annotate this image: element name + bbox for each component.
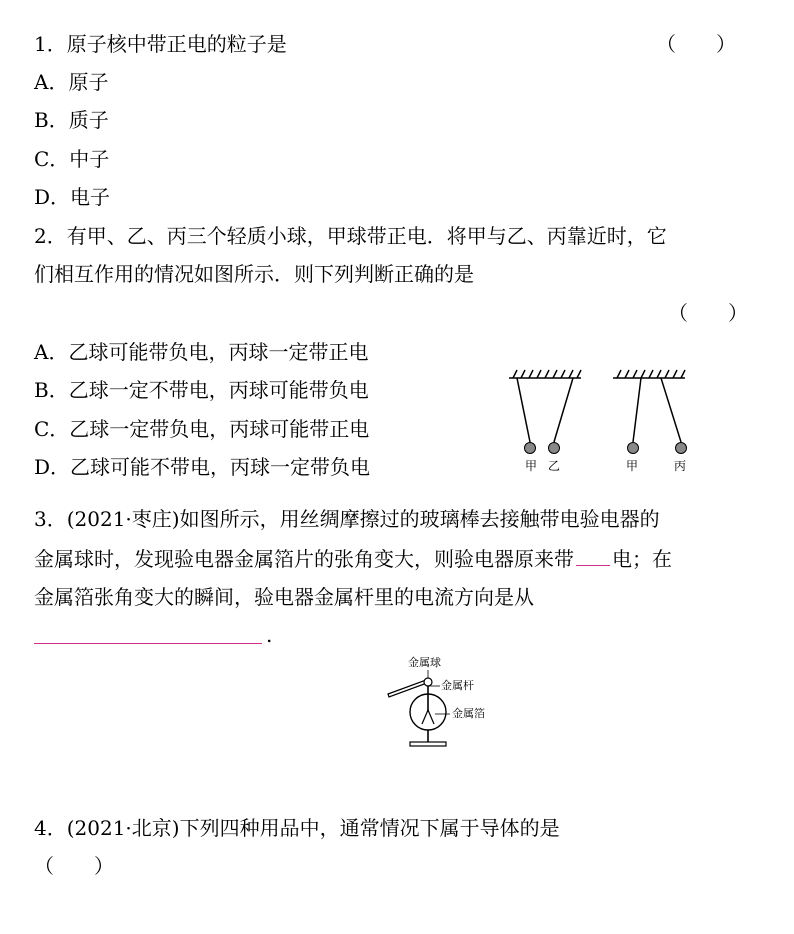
q1-option-a: A．原子 — [34, 70, 109, 94]
q3-line2 — [34, 545, 672, 572]
q3-line1: 3．(2021·枣庄)如图所示，用丝绸摩擦过的玻璃棒去接触带电验电器的 — [34, 507, 660, 531]
ball-bing — [676, 443, 687, 454]
label-bing: 丙 — [674, 459, 687, 473]
label-metal-foil: 金属箔 — [452, 707, 485, 720]
label-jia-right: 甲 — [626, 459, 639, 473]
q2-answer-bracket[interactable]: （ ） — [668, 301, 748, 325]
ball-jia-left — [525, 443, 536, 454]
q3-end-mark: . — [266, 623, 273, 647]
stand-base — [410, 742, 446, 746]
q1-stem: 1．原子核中带正电的粒子是 — [34, 32, 287, 56]
q3-line2-part-b: 电；在 — [612, 547, 672, 571]
q3-electroscope-figure — [380, 652, 520, 756]
q3-line2-part-a: 金属球时，发现验电器金属箔片的张角变大，则验电器原来带 — [34, 547, 574, 571]
label-jia-left: 甲 — [525, 459, 538, 473]
label-metal-rod: 金属杆 — [441, 679, 474, 692]
q1-option-b: B．质子 — [34, 108, 109, 132]
q1-answer-bracket[interactable]: （ ） — [656, 32, 736, 56]
q4-stem: 4．(2021·北京)下列四种用品中，通常情况下属于导体的是 — [34, 816, 560, 840]
q2-option-d: D．乙球可能不带电，丙球一定带负电 — [34, 455, 371, 479]
left-support — [509, 370, 581, 442]
right-support — [613, 370, 685, 442]
ball-yi — [549, 443, 560, 454]
glass-rod — [388, 680, 427, 697]
q4-answer-bracket[interactable]: （ ） — [34, 854, 114, 878]
foil-right — [428, 710, 434, 724]
q2-option-b: B．乙球一定不带电，丙球可能带负电 — [34, 378, 369, 402]
q1-option-d: D．电子 — [34, 185, 111, 209]
metal-ball — [424, 678, 432, 686]
q3-blank-current-direction[interactable] — [34, 643, 262, 644]
foil-left — [422, 710, 428, 724]
q2-stem-line1: 2．有甲、乙、丙三个轻质小球，甲球带正电．将甲与乙、丙靠近时，它 — [34, 224, 667, 248]
q2-stem-line2: 们相互作用的情况如图所示．则下列判断正确的是 — [34, 262, 474, 286]
label-metal-ball: 金属球 — [408, 656, 441, 669]
label-yi: 乙 — [548, 459, 561, 473]
ball-jia-right — [628, 443, 639, 454]
q2-option-c: C．乙球一定带负电，丙球可能带正电 — [34, 417, 370, 441]
q1-option-c: C．中子 — [34, 147, 110, 171]
q3-blank-charge[interactable] — [576, 545, 610, 566]
q2-option-a: A．乙球可能带负电，丙球一定带正电 — [34, 340, 369, 364]
q3-line3: 金属箔张角变大的瞬间，验电器金属杆里的电流方向是从 — [34, 585, 534, 609]
q2-pendulum-figure — [505, 366, 690, 476]
